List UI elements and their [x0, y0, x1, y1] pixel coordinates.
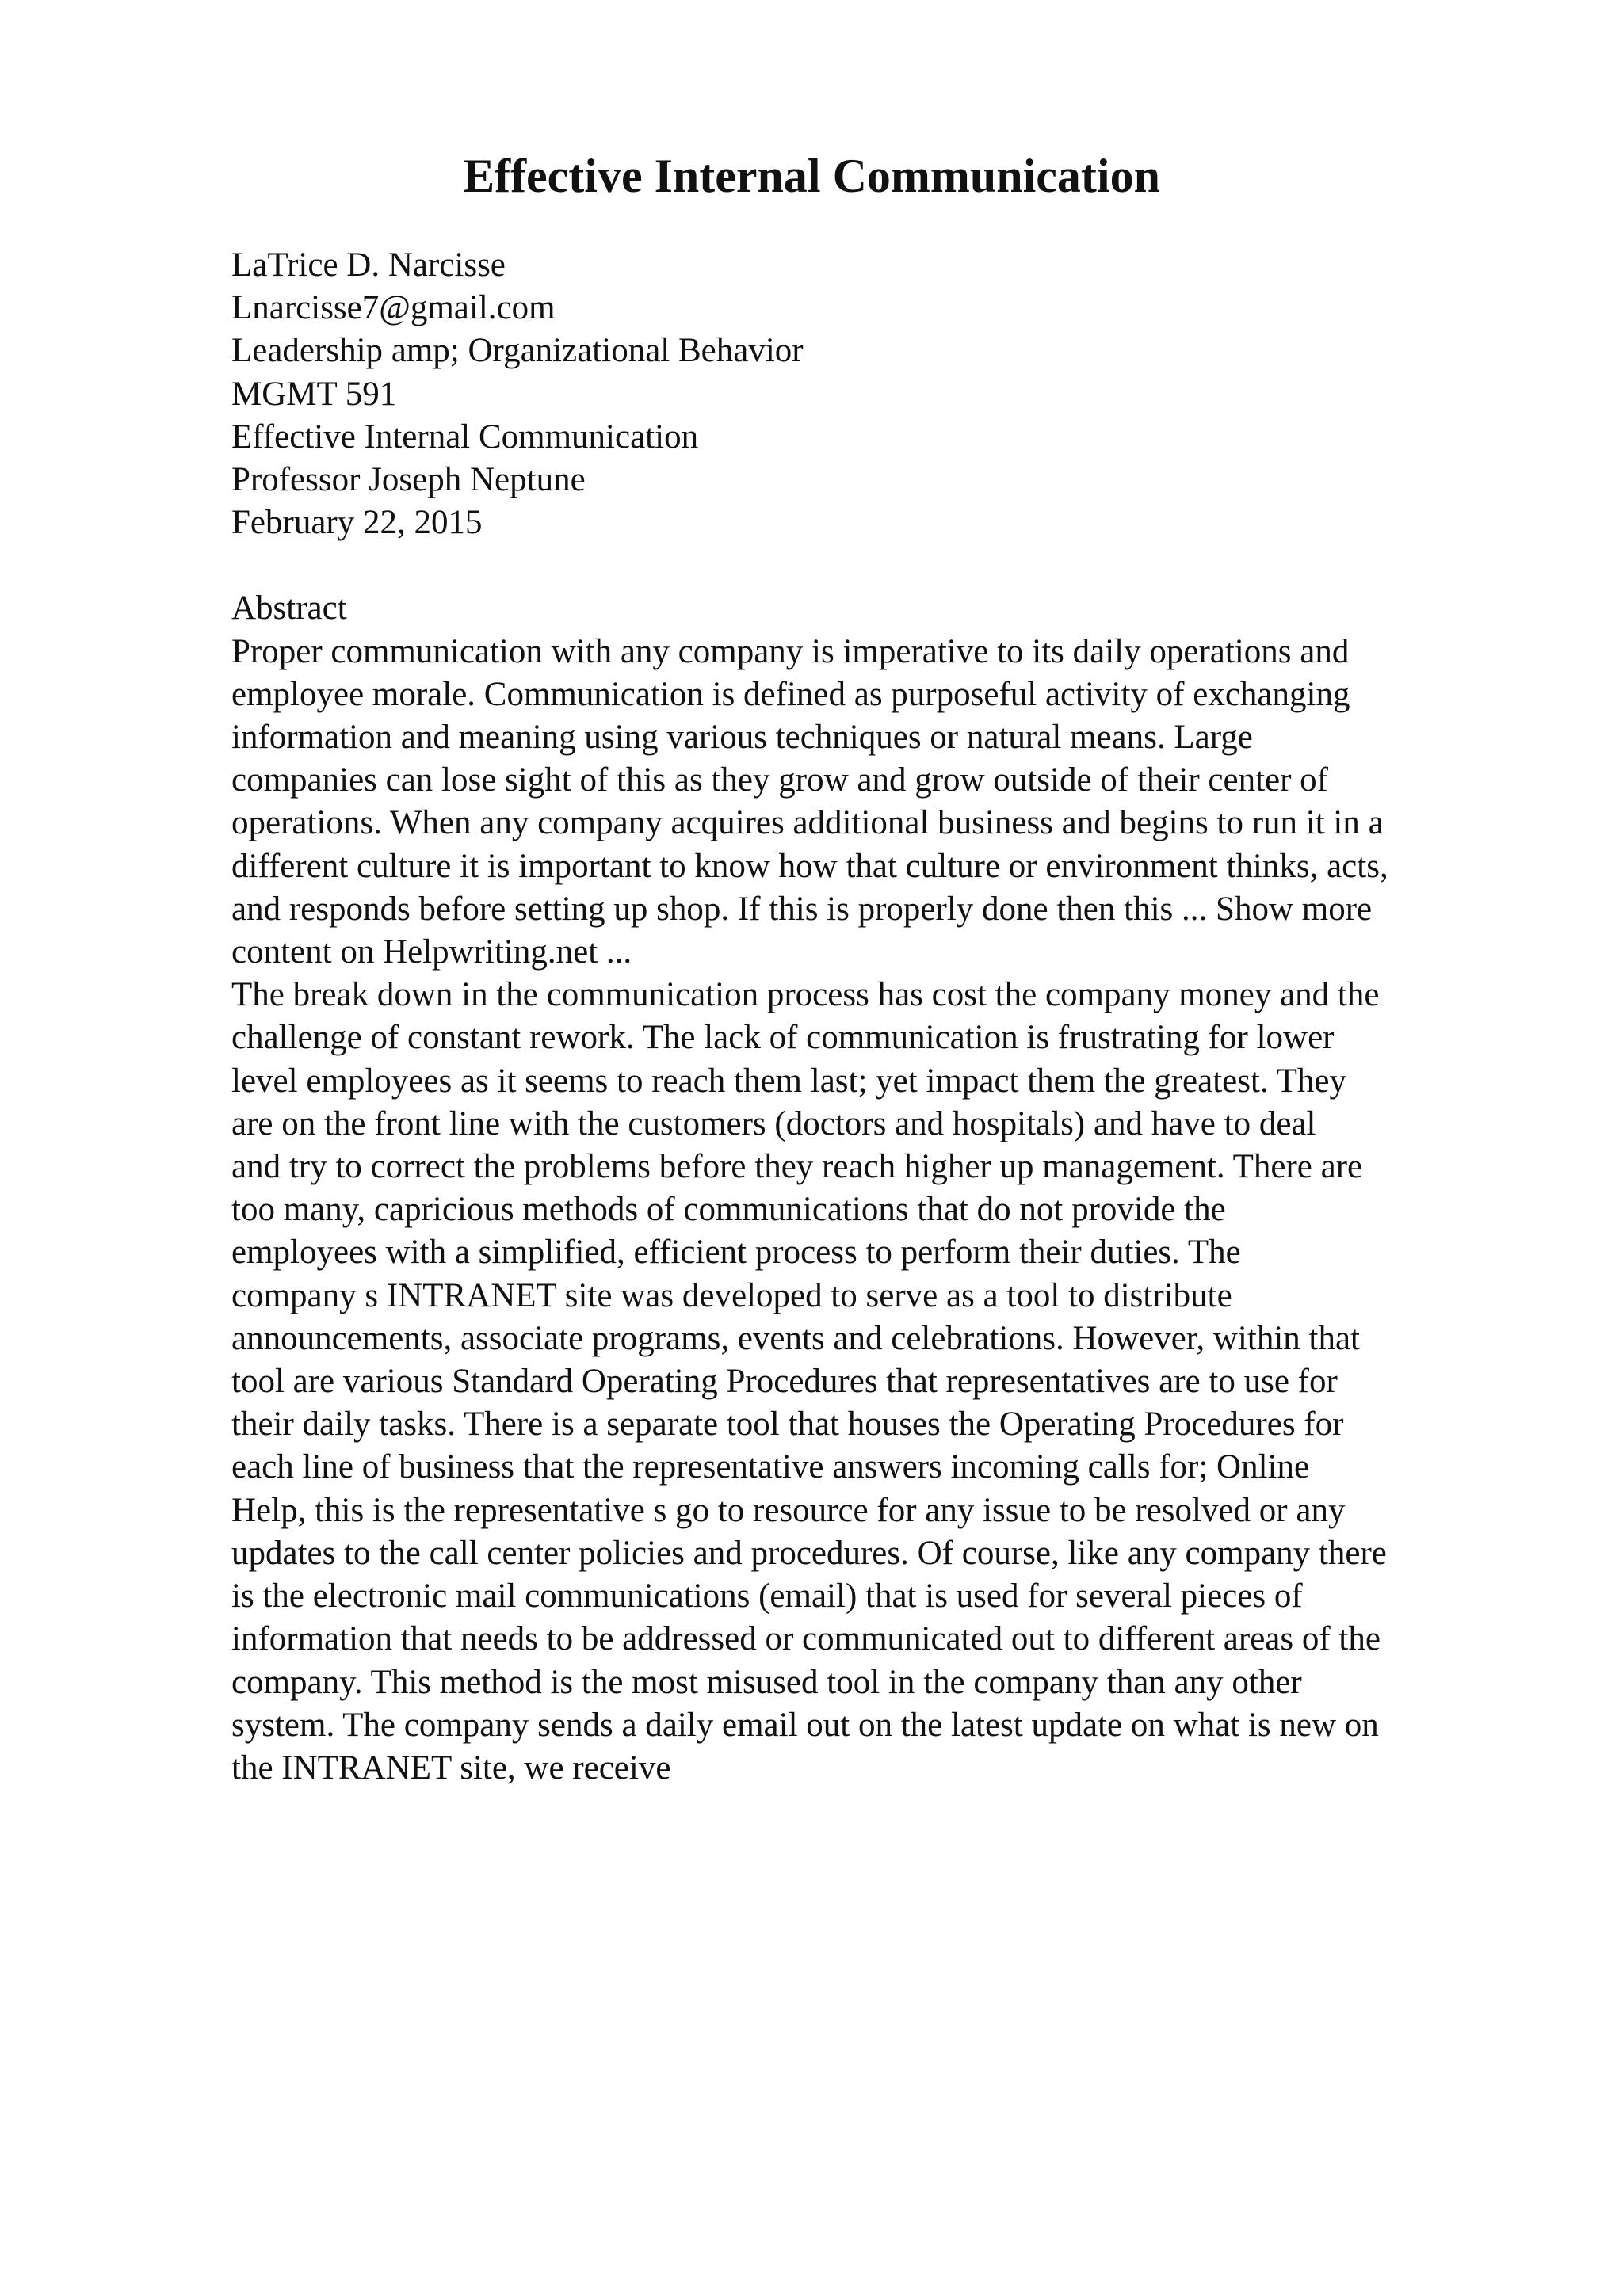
text-line: challenge of constant rework. The lack of communication is frustrating for lower: [231, 1019, 1335, 1057]
text-line: each line of business that the representative answers incoming calls for; Online: [231, 1448, 1310, 1486]
text-line: the INTRANET site, we receive: [231, 1749, 671, 1787]
abstract-heading: Abstract: [231, 589, 347, 627]
paper-title: Effective Internal Communication: [231, 418, 699, 456]
text-line: Proper communication with any company is imperative to its daily operations and: [231, 632, 1350, 670]
author-name: LaTrice D. Narcisse: [231, 246, 506, 284]
text-line: is the electronic mail communications (email) that is used for several pieces of: [231, 1577, 1303, 1615]
body-paragraph: [231, 974, 1499, 1790]
text-line: companies can lose sight of this as they grow and grow outside of their center of: [231, 761, 1328, 799]
document-title: Effective Internal Communication: [463, 150, 1160, 202]
professor-name: Professor Joseph Neptune: [231, 461, 586, 499]
text-line: operations. When any company acquires additional business and begins to run it in a: [231, 804, 1384, 842]
text-line: level employees as it seems to reach them last; yet impact them the greatest. They: [231, 1062, 1346, 1100]
text-line: system. The company sends a daily email out on the latest update on what is new on: [231, 1706, 1379, 1744]
paper-date: February 22, 2015: [231, 504, 483, 542]
text-line: too many, capricious methods of communications that do not provide the: [231, 1191, 1226, 1229]
text-line: updates to the call center policies and procedures. Of course, like any company there: [231, 1534, 1387, 1572]
text-line: announcements, associate programs, events and celebrations. However, within that: [231, 1319, 1360, 1357]
document-content: [231, 244, 1499, 1790]
text-line: tool are various Standard Operating Procedures that representatives are to use for: [231, 1363, 1338, 1401]
text-line: employee morale. Communication is defined as purposeful activity of exchanging: [231, 675, 1350, 713]
text-line: The break down in the communication process has cost the company money and the: [231, 976, 1380, 1014]
text-line: are on the front line with the customers (doctors and hospitals) and have to deal: [231, 1104, 1316, 1142]
text-line: different culture it is important to know how that culture or environment thinks, acts,: [231, 847, 1388, 885]
course-name: Leadership amp; Organizational Behavior: [231, 332, 804, 370]
text-line: company. This method is the most misused tool in the company than any other: [231, 1663, 1302, 1701]
text-line: and try to correct the problems before they reach higher up management. There are: [231, 1148, 1363, 1186]
text-line: and responds before setting up shop. If this is properly done then this ... Show more: [231, 890, 1373, 928]
text-line: their daily tasks. There is a separate tool that houses the Operating Procedures for: [231, 1405, 1344, 1444]
text-line: information and meaning using various techniques or natural means. Large: [231, 719, 1253, 757]
text-line: information that needs to be addressed or communicated out to different areas of the: [231, 1620, 1381, 1658]
text-line: content on Helpwriting.net ...: [231, 933, 632, 971]
text-line: company s INTRANET site was developed to serve as a tool to distribute: [231, 1276, 1232, 1314]
course-code: MGMT 591: [231, 375, 397, 413]
text-line: employees with a simplified, efficient process to perform their duties. The: [231, 1234, 1241, 1272]
text-line: Help, this is the representative s go to resource for any issue to be resolved or any: [231, 1491, 1346, 1529]
abstract-paragraph: [231, 631, 1499, 974]
author-info-block: [231, 244, 1499, 544]
author-email: Lnarcisse7@gmail.com: [231, 289, 556, 327]
